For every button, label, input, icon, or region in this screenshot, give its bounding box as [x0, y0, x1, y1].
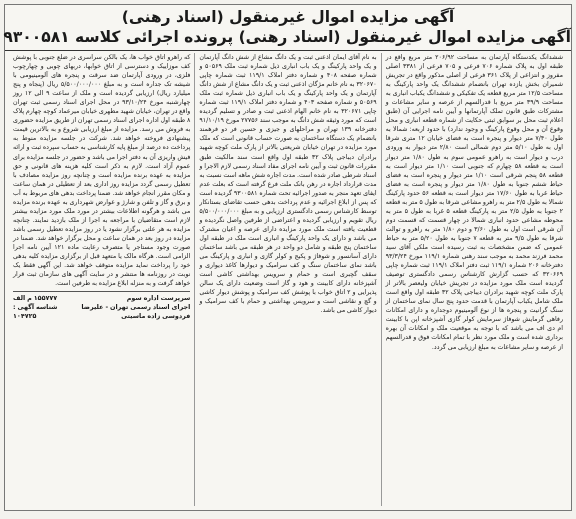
column-middle [195, 53, 381, 506]
notice-body [9, 53, 567, 506]
department-name: اجرای اسناد رسمی تهران - علیرضا فردوسی زاده ماسیتی [81, 303, 191, 321]
auction-notice [4, 4, 572, 511]
column-left-text: که راهرو اتاق خواب ها، یک بالکن سراسری در ضلع جنوبی با پوشش کف موزاییک و دسترسی از اتاق خوابها، دربهای چوبی و چهارچوب فلزی، در ورودی آپارتمان ضد سرقت و پنجره های آلومینیومی با شیشه تک جداره است و به مبلغ ۵/۵۰۰/۰۰۰/۰۰۰ ریال (پنجاه و پنج میلیارد ریال) ارزیابی گردیده است و ملک از ساعت ۹ الی ۱۲ روز چهارشنبه مورخ ۹۳/۱۰/۲۴ در محل اجرای اسناد رسمی ثبت تهران واقع در تهران، خیابان شهید مطهری خیابان میرعماد کوچه چهارم پلاک ۸ طبقه اول اداره اجرای اسناد رسمی تهران از طریق مزایده حضوری به فروش می رسد. مزایده از مبلغ ارزیابی شروع و به بالاترین قیمت پیشنهادی فروخته خواهد شد. شرکت در جلسه مزایده منوط به پرداخت ده درصد از مبلغ پایه کارشناسی به حساب سپرده ثبت و ارائه فیش واریزی آن به دفتر اجرا می باشد و حضور در جلسه مزایده برای عموم آزاد است. لازم به ذکر است کلیه هزینه های قانونی و حق مزایده به عهده برنده مزایده است و چنانچه روز مزایده مصادف با تعطیل رسمی گردد مزایده روز اداری بعد از تعطیلی در همان ساعت و مکان مقرر انجام خواهد شد. ضمنا پرداخت بدهی های مربوط به آب و برق و گاز و تلفن و شارژ و عوارض شهرداری به عهده برنده مزایده می باشد و هرگونه اطلاعات بیشتر در مورد ملک مورد مزایده بیشتر لازم است متقاضیان با مراجعه به اجرا از ملک بازدید نمایند. چنانچه مزایده به هر علتی برگزار نشود یا در روز مزایده تعطیل رسمی باشد مزایده در روز بعد در همان ساعت و محل برگزار خواهد شد. ضمنا در صورت وجود مستاجر یا متصرف رعایت ماده ۱۲۱ آیین نامه اجرا الزامی است. هرگاه مالک یا متعهد قبل از برگزاری مزایده کلیه بدهی خود را پرداخت نماید مزایده متوقف خواهد شد. این آگهی فقط یک نوبت در روزنامه ها منتشر و در سایت آگهی های سازمان ثبت قرار خواهد گرفت و به منزله ابلاغ مزایده به طرفین است. [13, 54, 191, 288]
reference-number: ۱۵۵۷۷۷ م الف [13, 294, 58, 303]
notice-id: شناسه آگهی : ۱۰۴۷۲۵ [13, 303, 58, 321]
notice-title: آگهی مزایده اموال غیرمنقول (اسناد رهنی) [121, 8, 455, 26]
column-middle-text: به نام آقای ایمان اذعنی ثبت و یک دانگ مشاع از شش دانگ آپارتمان و یک واحد پارکینگ و یک باب انباری ذیل شماره ثبت ملک ۵۰۵۶۹ و شماره صفحه ۴۰۸ و شماره دفتر املاک ۱۱۹/۱ ثبت شماره چاپی ۳۲۰۶۷۰ به نام خانم مژگان اذعنی ثبت و یک دانگ مشاع از شش دانگ آپارتمان و یک واحد پارکینگ و یک باب انباری ذیل شماره ثبت ملک ۵۰۵۶۹ و شماره صفحه ۴۰۳ و شماره دفتر املاک ۱۱۹/۱ ثبت شماره چاپی ۳۲۰۶۷۱ به نام خانم الهام اذعنی ثبت و صادر و تسلیم گردیده است که مورد وثیقه شش دانگ به موجب سند ۲۷۷۵۶ مورخ ۹۱/۱۰/۱۹ دفترخانه ۱۳۹ تهران و مراحلهای و جیزی و حسین فر دو فرهمند بانضمام یک دستگاه ساختمان به صورت حساب قانونی است که ملک مورد مزایده در تهران خیابان شریعتی بالاتر از پارک ملت کوچه شهید برادران دیباجی پلاک ۳۲ طبقه اول واقع است سند مالکیت طبق مقررات قانون ثبت و آیین نامه اجرای مفاد اسناد رسمی لازم الاجرا و اسناد شرطی صادر شده است. مدت اجاره شش ماهه است نسبت به مدت قرارداد اجاره در رهن بانک ملت فرع گرفته است که بعلت عدم ایفای تعهد منجر به صدور اجرائیه تحت شماره ۹۳۰۰۵۸۱ گردیده است که پس از ابلاغ اجرائیه و عدم پرداخت بدهی حسب تقاضای بستانکار توسط کارشناس رسمی دادگستری ارزیابی و به مبلغ ۵/۵۰۰/۰۰۰/۰۰۰ ریال تقویم و ارزیابی گردیده و اعتراضی از طرفین واصل نگردیده و قطعیت یافته است ملک مورد مزایده دارای عرصه و اعیان مشترک می باشد و دارای یک واحد پارکینگ و انباری است ملک در طبقه اول ساختمان پنج طبقه و شامل دو واحد در هر طبقه می باشد ساختمان دارای آسانسور و شوفاژ و پکیج و کولر گازی و انباری و پارکینگ می باشد نمای ساختمان سنگ و کف سرامیک و دیوارها کاغذ دیواری و سقف گچبری است و حمام و سرویس بهداشتی کاشی است آشپزخانه دارای کابینت و هود و گاز است وضعیت دارای یک سالن پذیرایی و ۲ اتاق خواب با پوشش کف سرامیک و پوشش دیوار کاشی و گچ و نقاشی است و سرویس بهداشتی و حمام با کف سرامیک و دیوار کاشی می باشد. [199, 54, 377, 315]
notice-footer [13, 291, 190, 321]
column-left [9, 53, 195, 506]
notice-subtitle: آگهی مزایده اموال غیرمنقول (اسناد رهنی) پرونده اجرائی کلاسه ۹۳۰۰۵۸۱ [3, 28, 571, 46]
column-right-text: ششدانگ یکدستگاه آپارتمان به مساحت ۲۰۶/۹۲ متر مربع واقع در طبقه اول به پلاک شماره ۷۰۶ فرعی و ۷۰۵ فرعی از ۳۳۸۱ اصلی مفروز و انتزاعی از پلاک ۳۶۱ فرعی از اصلی مذکور واقع در تجریش شمیران بخش یازده تهران بانضمام ششدانگ یک واحد پارکینگ به مساحت ۱۲/۵ متر مربع قطعه یک تفکیکی و ششدانگ یکباب انباری به مساحت ۳۹/۹ متر مربع با قدرالسهم از عرصه و سایر مشاعات و مشترکات طبق قانون تملک آپارتمانها و آیین نامه اجرایی آن (طبق اعلام ثبت محل بر سوابق ثبتی حکایت از شماره قطعه انباری و محل وقوع آن و محل وقوع پارکینگ و وجود ندارد) با حدود اربعه: شمالا به طول ۷/۴۰ متر دیوار و پنجره است به فضای خیابان ۱۲ متری شرقا اول به طول ۵/۱۰ متر دوم شمالی است ۲/۸۰ متر دیوار به ورودی درب و دیوار است به راهرو عمومی سوم به طول ۱/۸۰ متر دیوار است به قطعه ۵۸ چهارم که جنوبی است ۱/۱۰ متر دیوار است به قطعه ۵۸ پنجم شرقی است ۱/۱۰ متر دیوار و پنجره است به فضای حیاط ششم جنوبا به طول ۱/۸۰ متر دیوار و پنجره است به فضای حیاط غربا به طول ۱۷/۶۰ متر دیوار است به قطعه ۵۶ حدود پارکینگ شمالا به طول ۲/۵ متر به راهرو مشاعی شرقا به طول ۵ متر به قطعه ۲ جنوبا به طول ۲/۵ متر به پارکینگ قطعه ۵ غربا به طول ۵ متر به محوطه مشاعی حدود انباری شمالا در چهار قسمت که قسمت دوم آن شرقی است اول به طول ۳/۶۰ و دوم ۱/۸۰ متر به راهرو و توالت شرقا به طول ۹/۵ متر به قطعه ۷ جنوبا به طول ۵/۲۰ متر به حیاط عمومی که ضمن مشخصات به ثبت رسیده است ملکی آقای سید محمد فرزند محمد به موجب سند رهنی شماره ۱۱۹/۱ مورخ ۹۳/۳/۲۴ دفترخانه ۲۰۶ شماره ۱۱۹/۱ ثبت دفتر املاک ۱۱۹/۱ ثبت شماره چاپی ۳۲۰۶۶۹ که حسب گزارش کارشناس رسمی دادگستری توصیف گردیده است ملک مورد مزایده در تجریش خیابان ولیعصر بالاتر از پارک ملت کوچه شهید برادران دیباجی پلاک ۳۲ طبقه اول واقع است ملک شامل یکباب آپارتمان با قدمت حدود پنج سال نمای ساختمان از سنگ گرانیت و پنجره ها از نوع آلومینیوم دوجداره و دارای امکانات رفاهی گرمایش شوفاژ سرمایش کولر گازی آشپزخانه اپن با کابینت ام دی اف می باشد که با توجه به موقعیت ملک و امکانات آن بهره برداری شده است و ملک مورد نظر با تمام امکانات فوق و قدرالسهم از عرصه و سایر مشاعات به مبلغ ارزیابی می گردد. [385, 54, 564, 351]
signature-label: سرپرست اداره سوم [126, 294, 191, 303]
column-right [382, 53, 567, 506]
notice-header [5, 5, 571, 51]
